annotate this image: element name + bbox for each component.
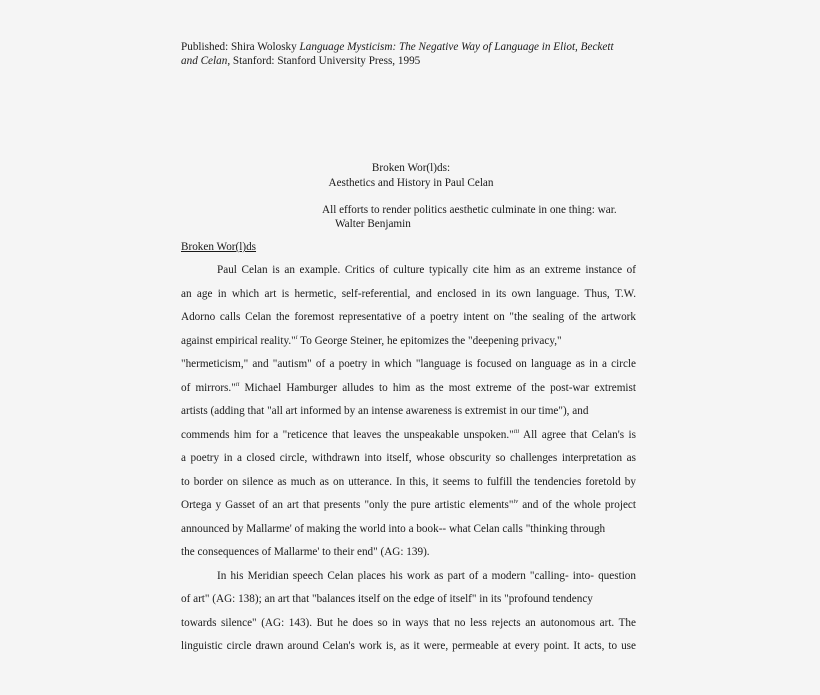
essay-title: Broken Wor(l)ds: [371, 162, 451, 174]
publication-prefix: Published: Shira Wolosky [181, 41, 300, 53]
body-text-segment: a poetry in a closed circle, withdrawn into itself, whose obscurity so challenges interpretation as [181, 452, 636, 464]
section-heading: Broken Wor(l)ds [181, 241, 257, 253]
body-line [181, 616, 636, 630]
book-title-cont: and Celan [181, 55, 228, 67]
body-text-segment: Ortega y Gasset of an art that presents "only the pure artistic elements" [181, 499, 514, 511]
body-text-segment: towards silence" (AG: 143). But he does so in ways that no less rejects an autonomous art. The [181, 616, 636, 629]
body-line [181, 357, 636, 371]
body-line [181, 428, 636, 442]
footnote-marker: iv [513, 498, 519, 505]
body-text-segment: to border on silence as much as on utterance. In this, it seems to fulfill the tendencies foretold by [181, 475, 636, 488]
body-text-segment: of art" (AG: 138); an art that "balances itself on the edge of itself" in its "profound tendency [181, 593, 593, 605]
body-text-segment: Paul Celan is an example. Critics of culture typically cite him as an extreme instance of [217, 264, 636, 276]
body-text-segment: All agree that Celan's is [519, 428, 636, 441]
body-line [181, 287, 636, 301]
body-text-segment: the consequences of Mallarme' to their end" (AG: 139). [181, 546, 430, 558]
publisher-info: , Stanford: Stanford University Press, 1995 [227, 55, 421, 67]
body-text-segment: an age in which art is hermetic, self-referential, and enclosed in its own language. Thus, T.W. [181, 287, 636, 300]
body-text-segment: Adorno calls Celan the foremost representative of a poetry intent on "the sealing of the artwork [181, 311, 636, 323]
body-text-segment: Michael Hamburger alludes to him as the most extreme of the post-war extremist [239, 381, 636, 394]
body-line [217, 263, 636, 277]
body-text-segment: against empirical reality." [181, 334, 296, 347]
body-text-segment: announced by Mallarme' of making the world into a book-- what Celan calls "thinking through [181, 522, 606, 535]
body-text-segment: commends him for a "reticence that leaves the unspeakable unspoken." [181, 428, 514, 441]
epigraph-author: Walter Benjamin [335, 218, 411, 230]
body-line [181, 498, 636, 512]
body-line [181, 545, 636, 559]
publication-line-1 [181, 40, 639, 54]
body-line [181, 639, 636, 653]
body-text-segment: of mirrors." [181, 381, 236, 394]
body-text-segment: In his Meridian speech Celan places his work as part of a modern "calling- into- question [217, 569, 636, 582]
body-text-segment: artists (adding that "all art informed by an intense awareness is extremist in our time"), and [181, 405, 589, 417]
body-line [217, 569, 636, 583]
body-line [181, 310, 636, 324]
body-text-segment: "hermeticism," and "autism" of a poetry in which "language is focused on language as in a circle [181, 358, 636, 370]
body-line [181, 475, 636, 489]
body-text-segment: and of the whole project [518, 499, 636, 511]
body-text-segment: To George Steiner, he epitomizes the "deepening privacy," [297, 334, 562, 347]
body-line [181, 451, 636, 465]
footnote-marker: i [295, 333, 298, 341]
footnote-marker: iii [513, 427, 520, 435]
body-line [181, 404, 636, 418]
book-title: Language Mysticism: The Negative Way of Language in Eliot, Beckett [299, 41, 614, 53]
body-line [181, 592, 636, 606]
body-line [181, 334, 636, 348]
body-line [181, 381, 636, 395]
publication-line-2 [181, 54, 639, 68]
essay-subtitle: Aesthetics and History in Paul Celan [328, 177, 494, 189]
body-line [181, 522, 636, 536]
body-text-segment: linguistic circle drawn around Celan's work is, as it were, permeable at every point. It acts, to use [181, 640, 636, 652]
footnote-marker: ii [235, 380, 240, 388]
epigraph-quote: All efforts to render politics aesthetic culminate in one thing: war. [322, 204, 617, 216]
